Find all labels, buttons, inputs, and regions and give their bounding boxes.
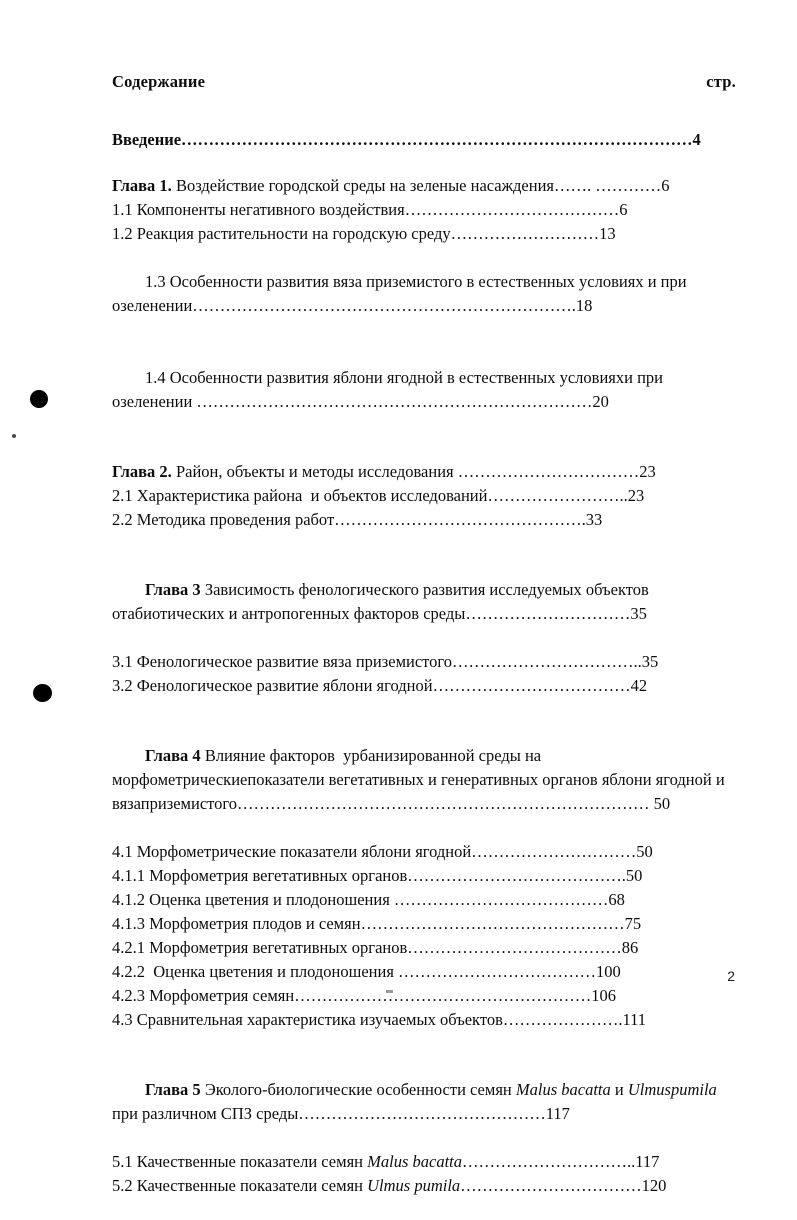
- toc-entry-title: 4.1.2 Оценка цветения и плодоношения: [112, 890, 394, 909]
- dot-leader: …………………………………………………………………: [237, 794, 650, 813]
- toc-entry-section-3-2[interactable]: [112, 674, 736, 698]
- toc-entry-page: 75: [624, 914, 642, 933]
- toc-entry-title: 5.2 Качественные показатели семян: [112, 1176, 368, 1195]
- species-name-ulmus-pumila: Ulmus pumila: [367, 1176, 461, 1195]
- toc-entry-title-line-2-rest: при различном СПЗ среды: [112, 1080, 721, 1123]
- toc-entry-introduction[interactable]: [112, 128, 736, 152]
- toc-entry-section-2-2[interactable]: [112, 508, 736, 532]
- toc-entry-page: 35: [641, 652, 659, 671]
- toc-entry-page: 6: [661, 176, 670, 195]
- dot-leader: …………………………: [471, 842, 637, 861]
- toc-entry-title: 4.1 Морфометрические показатели яблони ягодной: [112, 842, 472, 861]
- toc-entry-section-1-2[interactable]: [112, 222, 736, 246]
- toc-group-chapter-2: [112, 460, 736, 532]
- toc-entry-title: Введение: [112, 130, 182, 149]
- dot-leader: ……………………..: [487, 486, 628, 505]
- toc-entry-title-part-2: и: [610, 1080, 628, 1099]
- dot-leader: ……………………………..: [452, 652, 642, 671]
- toc-entry-section-4-3[interactable]: [112, 1008, 736, 1032]
- toc-entry-section-5-1[interactable]: [112, 1150, 736, 1174]
- table-of-contents: [112, 72, 736, 1220]
- species-name-malus-bacatta: Malus bacatta: [367, 1152, 462, 1171]
- species-name-pumila: pumila: [670, 1080, 717, 1099]
- toc-entry-heading-line-1: [145, 1080, 671, 1099]
- page-column-label: стр.: [706, 72, 736, 91]
- toc-entry-page: 86: [621, 938, 639, 957]
- toc-entry-section-4-2-1[interactable]: [112, 936, 736, 960]
- chapter-label: Глава 3: [145, 580, 201, 599]
- species-name-malus-bacatta: Malus bacatta: [515, 1080, 611, 1099]
- toc-group-chapter-4: [112, 720, 736, 1032]
- toc-entry-page: 50: [649, 794, 671, 813]
- toc-group-introduction: [112, 128, 736, 152]
- toc-entry-chapter-1[interactable]: [112, 174, 736, 198]
- toc-group-chapter-1: [112, 174, 736, 438]
- toc-entry-title-part-1: Эколого-биологические особенности семян: [200, 1080, 516, 1099]
- toc-entry-title: 4.2.3 Морфометрия семян: [112, 986, 295, 1005]
- toc-entry-page: 4: [692, 130, 701, 149]
- toc-entry-title-line-2: показатели вегетативных и генеративных органов яблони ягодной и вяза: [112, 770, 729, 813]
- ink-blob-artifact: [33, 684, 52, 702]
- dot-leader: …………: [595, 176, 662, 195]
- toc-entry-page: 42: [630, 676, 648, 695]
- chapter-label: Глава 1.: [112, 176, 172, 195]
- toc-entry-title: 3.1 Фенологическое развитие вяза приземистого: [112, 652, 453, 671]
- toc-group-chapter-3: [112, 554, 736, 698]
- toc-entry-title-line-2: и при озеленении: [112, 368, 668, 411]
- toc-entry-title-line-1: Влияние факторов урбанизированной среды на морфометрические: [112, 746, 546, 789]
- dot-leader: ……………………………: [457, 462, 640, 481]
- page-number: 2: [727, 968, 735, 984]
- toc-entry-page: 117: [545, 1104, 570, 1123]
- toc-entry-section-2-1[interactable]: [112, 484, 736, 508]
- toc-entry-title: 4.1.1 Морфометрия вегетативных органов: [112, 866, 408, 885]
- dot-leader: …………………………………………: [360, 914, 625, 933]
- toc-entry-page: 120: [641, 1176, 667, 1195]
- chapter-label: Глава 2.: [112, 462, 172, 481]
- toc-entry-chapter-5[interactable]: [112, 1054, 736, 1150]
- toc-entry-section-4-2-3[interactable]: [112, 984, 736, 1008]
- toc-entry-section-3-1[interactable]: [112, 650, 736, 674]
- toc-entry-page: 18: [575, 296, 593, 315]
- dot-leader: …………………………………………………………………………………: [181, 130, 693, 149]
- dot-leader: ……………………………………….: [334, 510, 586, 529]
- toc-entry-page: 33: [585, 510, 603, 529]
- dot-leader: ………………………………………………………………: [196, 392, 593, 411]
- toc-entry-page: 111: [622, 1010, 647, 1029]
- dot-leader: …………………………………: [407, 938, 622, 957]
- toc-entry-title-line-2: абиотических и антропогенных факторов среды: [127, 604, 466, 623]
- toc-entry-page: 13: [599, 224, 616, 243]
- toc-entry-section-4-2-2[interactable]: [112, 960, 736, 984]
- toc-entry-section-4-1-1[interactable]: [112, 864, 736, 888]
- dot-leader: ………………………………: [398, 962, 597, 981]
- toc-entry-title: 1.1 Компоненты негативного воздействия: [112, 200, 405, 219]
- dot-leader: ………………………………………………: [294, 986, 592, 1005]
- toc-entry-page: 20: [592, 392, 609, 411]
- toc-entry-section-1-4[interactable]: [112, 342, 736, 438]
- toc-entry-page: 106: [591, 986, 616, 1005]
- toc-entry-section-4-1-2[interactable]: [112, 888, 736, 912]
- species-name-ulmus: Ulmus: [627, 1080, 671, 1099]
- toc-entry-page: 50: [636, 842, 653, 861]
- chapter-label: Глава 5: [145, 1080, 201, 1099]
- toc-entry-page: 6: [619, 200, 628, 219]
- toc-entry-page: 23: [639, 462, 656, 481]
- toc-entry-section-4-1-3[interactable]: [112, 912, 736, 936]
- toc-entry-chapter-4[interactable]: [112, 720, 736, 840]
- scan-speck-artifact: [12, 434, 16, 438]
- toc-entry-title: 5.1 Качественные показатели семян: [112, 1152, 368, 1171]
- toc-entry-page: 35: [630, 604, 647, 623]
- dot-leader: ……………………………: [460, 1176, 642, 1195]
- page-title: Содержание: [112, 72, 206, 91]
- toc-entry-section-5-2[interactable]: [112, 1174, 736, 1198]
- toc-entry-page: 68: [608, 890, 625, 909]
- toc-entry-title-line-1: Зависимость фенологического развития исследуемых объектов от: [112, 580, 653, 623]
- dot-leader: ………………………………….: [407, 866, 626, 885]
- dot-leader: …………………………………………………………….: [192, 296, 576, 315]
- toc-entry-page: 117: [635, 1152, 660, 1171]
- toc-entry-title: 3.2 Фенологическое развитие яблони ягодной: [112, 676, 433, 695]
- toc-entry-title: Район, объекты и методы исследования: [171, 462, 458, 481]
- dot-leader: …………………………..: [462, 1152, 636, 1171]
- dot-leader: …………………………: [465, 604, 631, 623]
- dot-leader: ………………………………: [432, 676, 631, 695]
- toc-entry-title: 2.2 Методика проведения работ: [112, 510, 335, 529]
- toc-entry-title-line-3: приземистого: [140, 794, 237, 813]
- dot-leader: ………………………………………: [298, 1104, 546, 1123]
- dot-leader: …………………………………: [393, 890, 609, 909]
- chapter-label: Глава 4: [145, 746, 201, 765]
- toc-entry-title: Воздействие городской среды на зеленые насаждения…….: [171, 176, 596, 195]
- ink-blob-artifact: [30, 390, 48, 408]
- toc-entry-title: 4.2.1 Морфометрия вегетативных органов: [112, 938, 408, 957]
- toc-entry-title: 4.1.3 Морфометрия плодов и семян: [112, 914, 361, 933]
- toc-entry-title-line-1: 1.4 Особенности развития яблони ягодной в естественных условиях: [145, 368, 625, 387]
- toc-entry-chapter-2[interactable]: [112, 460, 736, 484]
- toc-entry-title: 4.3 Сравнительная характеристика изучаемых объектов: [112, 1010, 503, 1029]
- toc-entry-title: 1.2 Реакция растительности на городскую среду: [112, 224, 451, 243]
- toc-entry-title-line-2: и при озеленении: [112, 272, 691, 315]
- toc-entry-page: 23: [627, 486, 645, 505]
- toc-entry-section-1-3[interactable]: [112, 246, 736, 342]
- toc-entry-page: 50: [625, 866, 643, 885]
- toc-entry-page: 100: [596, 962, 621, 981]
- toc-header: [112, 72, 736, 92]
- toc-entry-chapter-3[interactable]: [112, 554, 736, 650]
- toc-entry-section-1-1[interactable]: [112, 198, 736, 222]
- toc-entry-title-line-1: 1.3 Особенности развития вяза приземистого в естественных условиях: [145, 272, 644, 291]
- dot-leader: …………………………………: [404, 200, 620, 219]
- toc-group-chapter-5: [112, 1054, 736, 1198]
- dot-leader: ………………………: [450, 224, 600, 243]
- toc-entry-section-4-1[interactable]: [112, 840, 736, 864]
- toc-entry-title: 2.1 Характеристика района и объектов исследований: [112, 486, 488, 505]
- dot-leader: ………………….: [502, 1010, 623, 1029]
- toc-entry-title: 4.2.2 Оценка цветения и плодоношения: [112, 962, 399, 981]
